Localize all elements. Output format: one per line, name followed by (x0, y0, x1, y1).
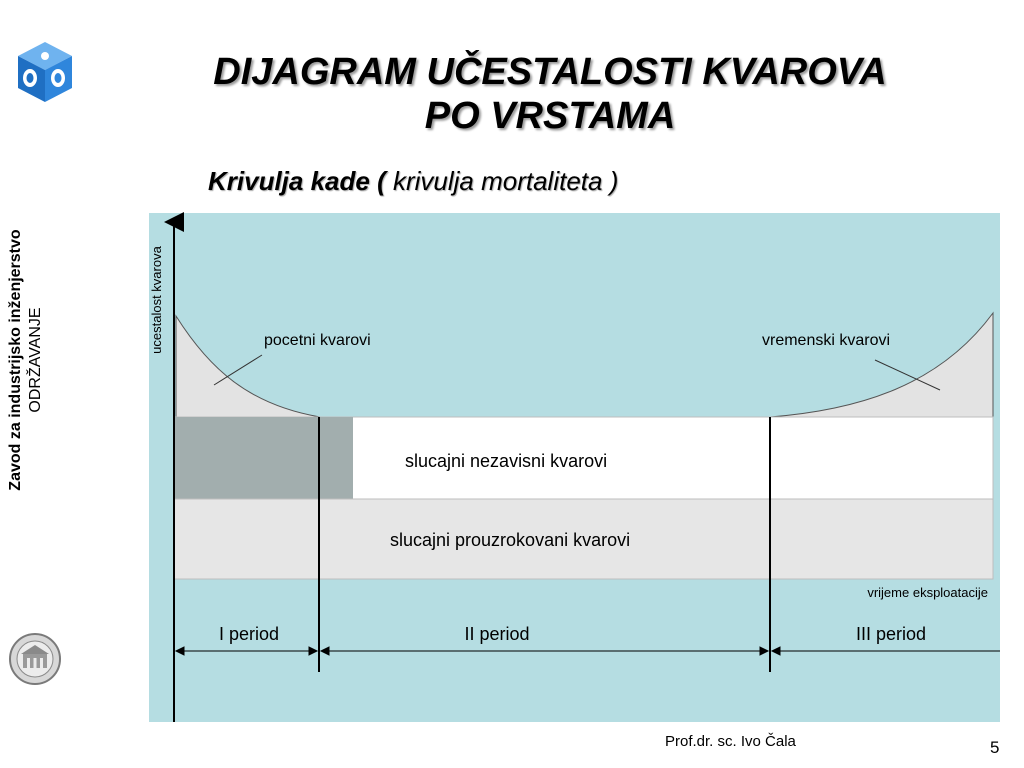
subtitle-bold: Krivulja kade ( (208, 166, 386, 196)
period-1-label: I period (218, 624, 280, 644)
period-3-label: III period (855, 624, 927, 644)
side-dept: ODRŽAVANJE (27, 307, 44, 413)
band-dark-block (174, 417, 353, 499)
page-number: 5 (990, 738, 1000, 757)
slide-title-line2: PO VRSTAMA (424, 95, 676, 137)
band-caused-label: slucajni prouzrokovani kvarovi (390, 530, 631, 550)
y-axis-label: ucestalost kvarova (149, 246, 164, 354)
footer-author: Prof.dr. sc. Ivo Čala (665, 733, 796, 750)
slide-title-line1: DIJAGRAM UČESTALOSTI KVAROVA (213, 51, 887, 93)
band-independent-label: slucajni nezavisni kvarovi (405, 451, 608, 471)
side-org: Zavod za industrijsko inženjerstvo (7, 229, 24, 491)
wearout-failure-label: vremenski kvarovi (762, 332, 891, 349)
x-axis-label: vrijeme eksploatacije (867, 585, 988, 600)
early-failure-label: pocetni kvarovi (264, 332, 371, 349)
subtitle-italic: krivulja mortaliteta ) (385, 166, 619, 196)
period-2-label: II period (464, 624, 530, 644)
